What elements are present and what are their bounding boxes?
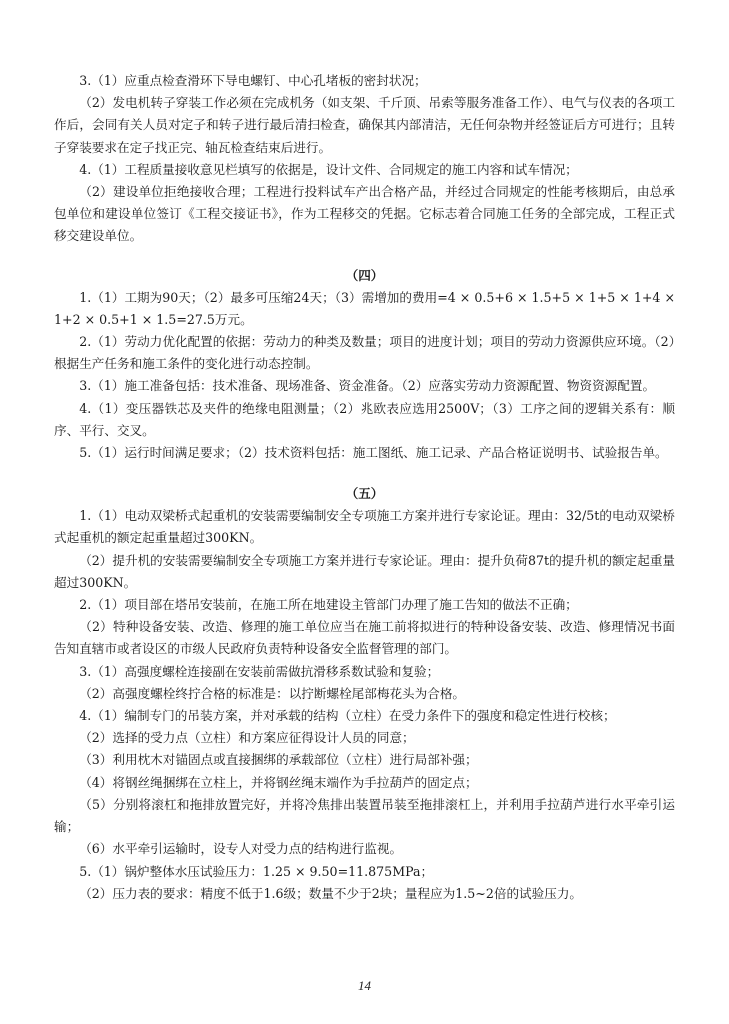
paragraph: 3.（1）应重点检查滑环下导电螺钉、中心孔堵板的密封状况； — [79, 73, 427, 88]
paragraph: 1.（1）电动双梁桥式起重机的安装需要编制安全专项施工方案并进行专家论证。理由：32/5t的电动双梁桥式起重机的额定起重量超过300KN。 — [54, 508, 675, 546]
answer-section-5 — [54, 505, 675, 905]
paragraph: （2）提升机的安装需要编制安全专项施工方案并进行专家论证。理由：提升负荷87t的提升机的额定起重量超过300KN。 — [54, 552, 676, 590]
answer-section-4 — [54, 287, 675, 465]
paragraph: （2）特种设备安装、改造、修理的施工单位应当在施工前将拟进行的特种设备安装、改造、修理情况书面告知直辖市或者设区的市级人民政府负责特种设备安全监督管理的部门。 — [54, 619, 675, 657]
paragraph: 4.（1）编制专门的吊装方案，并对承载的结构（立柱）在受力条件下的强度和稳定性进行校核； — [79, 708, 616, 724]
page-number: 14 — [358, 978, 371, 993]
paragraph: 2.（1）劳动力优化配置的依据：劳动力的种类及数量；项目的进度计划；项目的劳动力资源供应环境。（2）根据生产任务和施工条件的变化进行动态控制。 — [54, 334, 675, 372]
paragraph: 5.（1）运行时间满足要求；（2）技术资料包括：施工图纸、施工记录、产品合格证说明书、试验报告单。 — [79, 445, 668, 461]
paragraph: 5.（1）锅炉整体水压试验压力：1.25 × 9.50=11.875MPa； — [79, 863, 434, 879]
paragraph: （4）将钢丝绳捆绑在立柱上，并将钢丝绳末端作为手拉葫芦的固定点； — [79, 774, 478, 790]
paragraph: （2）发电机转子穿装工作必须在完成机务（如支架、千斤顶、吊索等服务准备工作）、电气与仪表的各项工作后，会同有关人员对定子和转子进行最后清扫检查，确保其内部清洁，无任何杂物并经签证后方可进行；且转子穿装要求在定子找正完、轴瓦检查结束后进行。 — [54, 95, 675, 155]
paragraph: 4.（1）工程质量接收意见栏填写的依据是，设计文件、合同规定的施工内容和试车情况； — [79, 161, 578, 177]
paragraph: 3.（1）高强度螺栓连接副在安装前需做抗滑移系数试验和复验； — [79, 663, 440, 679]
paragraph: 2.（1）项目部在塔吊安装前，在施工所在地建设主管部门办理了施工告知的做法不正确； — [79, 597, 578, 613]
section-heading-4: （四） — [345, 267, 384, 283]
paragraph: 1.（1）工期为90天；（2）最多可压缩24天；（3）需增加的费用=4 × 0.5+6 × 1.5+5 × 1+5 × 1+4 × 1+2 × 0.5+1 × 1.5=27.5万元。 — [54, 289, 675, 327]
document-page — [54, 70, 675, 905]
paragraph: （5）分别将滚杠和拖排放置完好，并将冷焦排出装置吊装至拖排滚杠上，并利用手拉葫芦进行水平牵引运输； — [54, 796, 675, 835]
paragraph: （2）建设单位拒绝接收合理；工程进行投料试车产出合格产品，并经过合同规定的性能考核期后，由总承包单位和建设单位签订《工程交接证书》，作为工程移交的凭据。它标志着合同施工任务的全部完成，工程正式移交建设单位。 — [54, 184, 675, 244]
paragraph: （2）选择的受力点（立柱）和方案应征得设计人员的同意； — [79, 730, 415, 746]
paragraph: 3.（1）施工准备包括：技术准备、现场准备、资金准备。（2）应落实劳动力资源配置、物资资源配置。 — [79, 378, 656, 394]
paragraph: （3）利用枕木对锚固点或直接捆绑的承载部位（立柱）进行局部补强； — [79, 752, 478, 768]
paragraph: （2）高强度螺栓终拧合格的标准是：以拧断螺栓尾部梅花头为合格。 — [79, 685, 466, 701]
paragraph: （2）压力表的要求：精度不低于1.6级；数量不少于2块；量程应为1.5~2倍的试验压力。 — [79, 885, 583, 901]
section-heading-5: （五） — [345, 486, 384, 502]
paragraph: （6）水平牵引运输时，设专人对受力点的结构进行监视。 — [79, 841, 403, 857]
answer-section-3 — [54, 70, 675, 248]
paragraph: 4.（1）变压器铁芯及夹件的绝缘电阻测量；（2）兆欧表应选用2500V；（3）工序之间的逻辑关系有：顺序、平行、交叉。 — [54, 400, 675, 438]
